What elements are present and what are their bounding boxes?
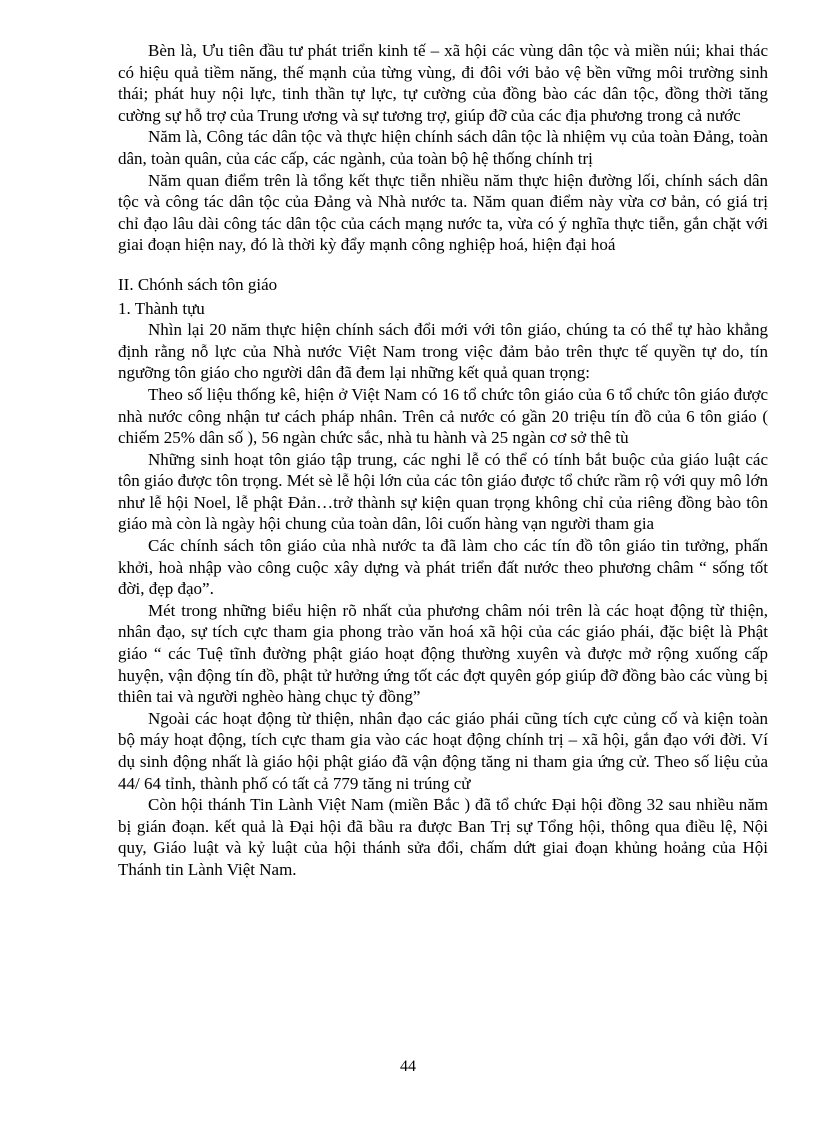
paragraph-point-four: Bèn là, Ưu tiên đầu tư phát triển kinh tế – xã hội các vùng dân tộc và miền núi; khai thác có hiệu quả tiềm năng, thế mạnh của từng vùng, đi đôi với bảo vệ bền vững môi trường sinh thái; phát huy nội lực, tinh thần tự lực, tự cường của đồng bào các dân tộc, đồng thời tăng cường sự hỗ trợ của Trung ương và sự tương trợ, giúp đỡ của các địa phương trong cả nước (118, 41, 768, 125)
section-title: II. Chónh sách tôn giáo (118, 274, 278, 294)
paragraph-statistics: Theo số liệu thống kê, hiện ở Việt Nam có 16 tổ chức tôn giáo của 6 tổ chức tôn giáo được nhà nước công nhận tư cách pháp nhân. Trên cả nước có gần 20 triệu tín đồ của 6 tôn giáo ( chiếm 25% dân số ), 56 ngàn chức sắc, nhà tu hành và 25 ngàn cơ sở thê tù (118, 384, 768, 448)
subsection-title: 1. Thành tựu (118, 298, 205, 318)
paragraph-intro: Nhìn lại 20 năm thực hiện chính sách đổi mới với tôn giáo, chúng ta có thể tự hào khẳng định rằng nỗ lực của Nhà nước Việt Nam trong việc đảm bảo trên thực tế quyền tự do, tín ngưỡng tôn giáo cho người dân đã đem lại những kết quả quan trọng: (118, 320, 768, 383)
paragraph-festivals: Những sinh hoạt tôn giáo tập trung, các nghi lễ có thể có tính bắt buộc của giáo luật các tôn giáo được tôn trọng. Mét sè lễ hội lớn của các tôn giáo được tổ chức rầm rộ với quy mô lớn như lễ hội Noel, lễ phật Đản…trở thành sự kiện quan trọng không chỉ của riêng đồng bào tôn giáo mà còn là ngày hội chung của toàn dân, lôi cuốn hàng vạn người tham gia (118, 449, 768, 534)
paragraph-protestant: Còn hội thánh Tin Lành Việt Nam (miền Bắc ) đã tổ chức Đại hội đồng 32 sau nhiều năm bị gián đoạn. kết quả là Đại hội đã bầu ra được Ban Trị sự Tổng hội, thông qua điều lệ, Nội quy, Giáo luật và kỷ luật của hội thánh sửa đổi, chấm dứt giai đoạn khủng hoảng của Hội Thánh tin Lành Việt Nam. (118, 795, 768, 879)
paragraph-summary: Năm quan điểm trên là tổng kết thực tiễn nhiều năm thực hiện đường lối, chính sách dân tộc và công tác dân tộc của Đảng và Nhà nước ta. Năm quan điểm này vừa cơ bản, có giá trị chỉ đạo lâu dài công tác dân tộc của cách mạng nước ta, vừa có ý nghĩa thực tiễn, gắn chặt với giai đoạn hiện nay, đó là thời kỳ đẩy mạnh công nghiệp hoá, hiện đại hoá (118, 170, 768, 255)
paragraph-point-five: Năm là, Công tác dân tộc và thực hiện chính sách dân tộc là nhiệm vụ của toàn Đảng, toàn dân, toàn quân, của các cấp, các ngành, của toàn bộ hệ thống chính trị (118, 127, 768, 168)
paragraph-policy: Các chính sách tôn giáo của nhà nước ta đã làm cho các tín đồ tôn giáo tin tưởng, phấn khởi, hoà nhập vào công cuộc xây dựng và phát triển đất nước theo phương châm “ sống tốt đời, đẹp đạo”. (118, 536, 768, 599)
paragraph-political: Ngoài các hoạt động từ thiện, nhân đạo các giáo phái cũng tích cực củng cố và kiện toàn bộ máy hoạt động, tích cực tham gia vào các hoạt động chính trị – xã hội, gắn đạo với đời. Ví dụ sinh động nhất là giáo hội phật giáo đã vận động tăng ni tham gia ứng cử. Theo số liệu của 44/ 64 tỉnh, thành phố có tất cả 779 tăng ni trúng cử (118, 708, 768, 793)
document-page (118, 40, 768, 881)
page-number: 44 (400, 1058, 416, 1075)
paragraph-charity: Mét trong những biểu hiện rõ nhất của phương châm nói trên là các hoạt động từ thiện, nhân đạo, sự tích cực tham gia phong trào văn hoá xã hội của các giáo phái, đặc biệt là Phật giáo “ các Tuệ tĩnh đường phật giáo hoạt động thường xuyên và được mở rộng xuống cấp huyện, vận động tín đồ, phật tử hưởng ứng tốt các đợt quyên góp giúp đỡ đồng bào các vùng bị thiên tai và người nghèo hàng chục tỷ đồng” (118, 600, 768, 707)
